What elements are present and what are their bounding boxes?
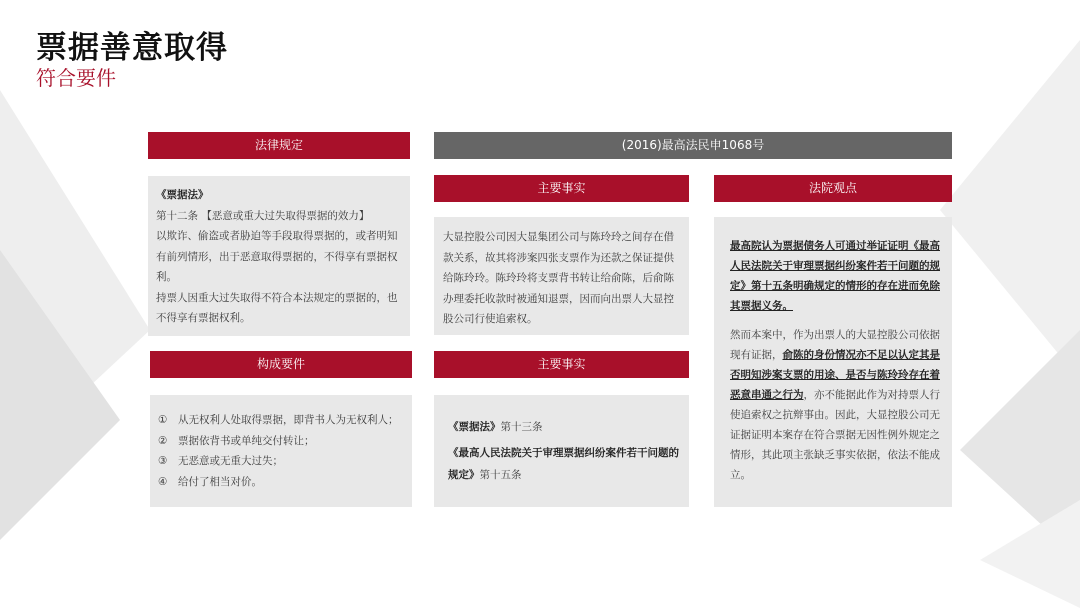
court-view-header: 法院观点	[714, 175, 952, 202]
basis-law-2	[448, 442, 681, 486]
article-line: 第十二条 【恶意或重大过失取得票据的效力】	[156, 209, 370, 222]
legal-rules-panel	[148, 176, 410, 336]
facts-panel	[434, 217, 689, 335]
page-subtitle: 符合要件	[36, 66, 116, 90]
facts-header: 主要事实	[434, 175, 689, 202]
law-1-name: 《票据法》	[448, 421, 501, 433]
court-view-emphasis: 俞陈的身份情况亦不足以认定其是否明知涉案支票的用途、是否与陈玲玲存在着恶意串通之行为	[730, 349, 940, 401]
item-number: ④	[158, 475, 168, 488]
item-text: 从无权利人处取得票据，即背书人为无权利人；	[178, 414, 399, 426]
elements-panel	[150, 395, 412, 507]
item-text: 无恶意或无重大过失；	[178, 455, 283, 467]
element-item-2	[158, 431, 404, 452]
case-number-header: (2016)最高法民申1068号	[434, 132, 952, 159]
item-number: ③	[158, 455, 168, 467]
facts-text: 大显控股公司因大显集团公司与陈玲玲之间存在借款关系，故其将涉案四张支票作为还款之保证提供给陈玲玲。陈玲玲将支票背书转让给俞陈，后俞陈办理委托收款时被通知退票，因而向出票人大显控股公司行使追索权。	[443, 231, 674, 325]
court-view-paragraph-1: 最高院认为票据债务人可通过举证证明《最高人民法院关于审理票据纠纷案件若干问题的规定》第十五条明确规定的情形的存在进而免除其票据义务。	[730, 240, 940, 312]
law-2-article: 第十五条	[479, 469, 522, 481]
basis-panel	[434, 395, 689, 507]
item-number: ①	[158, 414, 168, 426]
basis-law-1	[448, 416, 681, 438]
page-title: 票据善意取得	[36, 30, 228, 66]
court-view-text-a: 然而本案中，作为出票人的大显控股公司依据现有证据，	[730, 329, 940, 361]
court-view-panel	[714, 217, 952, 507]
legal-paragraph-2: 持票人因重大过失取得不符合本法规定的票据的，也不得享有票据权利。	[156, 291, 398, 324]
element-item-3	[158, 451, 404, 472]
law-2-name: 《最高人民法院关于审理票据纠纷案件若干问题的规定》	[448, 447, 679, 481]
court-view-text-b: ，亦不能据此作为对持票人行使追索权之抗辩事由。因此，大显控股公司无证据证明本案存在符合票据无因性例外规定之情形，其此项主张缺乏事实依据，依法不能成立。	[730, 389, 940, 481]
item-text: 票据依背书或单纯交付转让；	[178, 434, 315, 447]
elements-header: 构成要件	[150, 351, 412, 378]
element-item-4	[158, 472, 404, 493]
legal-rules-header: 法律规定	[148, 132, 410, 159]
court-view-paragraph-2	[730, 325, 944, 485]
law-1-article: 第十三条	[500, 421, 543, 433]
item-text: 给付了相当对价。	[178, 475, 262, 488]
element-item-1	[158, 410, 404, 431]
legal-paragraph-1: 以欺诈、偷盗或者胁迫等手段取得票据的，或者明知有前列情形，出于恶意取得票据的，不得享有票据权利。	[156, 230, 398, 283]
basis-header: 主要事实	[434, 351, 689, 378]
item-number: ②	[158, 434, 168, 447]
law-name: 《票据法》	[156, 189, 209, 201]
